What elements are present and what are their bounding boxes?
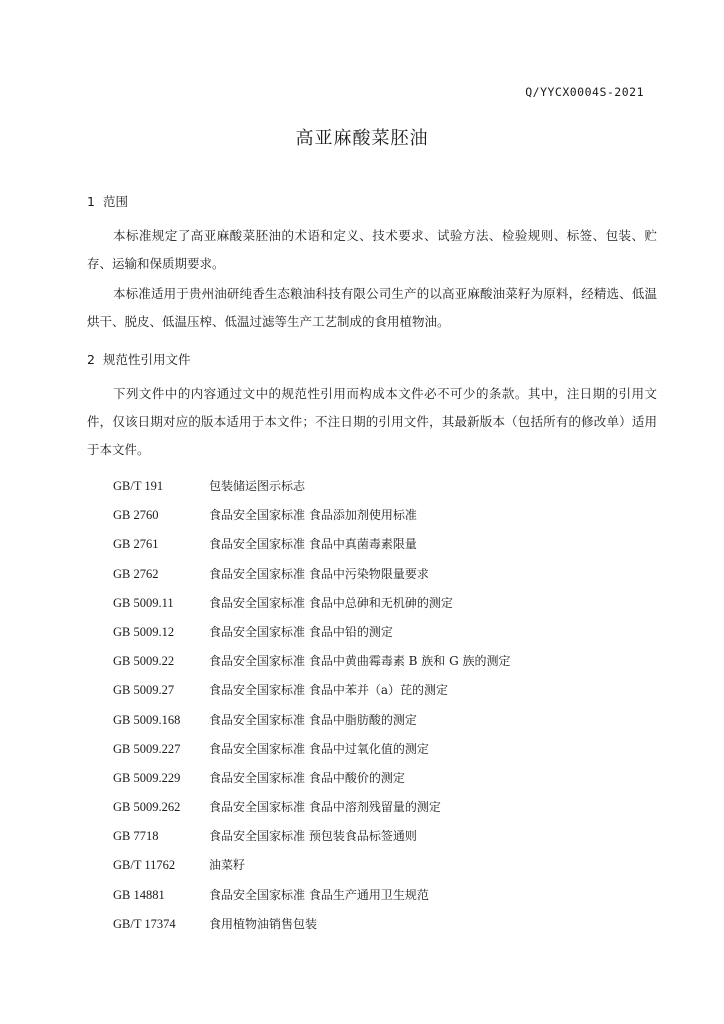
reference-code: GB 5009.11	[113, 595, 174, 610]
reference-row	[113, 530, 510, 559]
reference-code: GB 7718	[113, 829, 159, 844]
document-title: 高亚麻酸菜胚油	[295, 128, 429, 149]
reference-title: 食品安全国家标准 食品中铅的测定	[209, 624, 393, 639]
reference-row	[113, 560, 510, 589]
reference-title: 食品安全国家标准 食品生产通用卫生规范	[209, 887, 429, 902]
reference-title: 食品安全国家标准 食品中脂肪酸的测定	[209, 712, 417, 727]
reference-row	[113, 501, 510, 530]
scope-paragraph-2: 本标准适用于贵州油研纯香生态粮油科技有限公司生产的以高亚麻酸油菜籽为原料，经精选、低温烘干、脱皮、低温压榨、低温过滤等生产工艺制成的食用植物油。	[87, 286, 657, 329]
section-number: 2	[87, 352, 95, 367]
reference-code: GB 5009.22	[113, 654, 175, 669]
reference-title: 食品安全国家标准 食品中苯并（a）芘的测定	[209, 683, 448, 698]
reference-title: 食品安全国家标准 食品中溶剂残留量的测定	[209, 800, 441, 815]
section-title: 规范性引用文件	[102, 352, 191, 367]
section-title: 范围	[102, 194, 128, 209]
section-heading-normative-references	[87, 350, 190, 368]
reference-code: GB 2760	[113, 508, 159, 523]
reference-code: GB 5009.12	[113, 624, 175, 639]
reference-code: GB 5009.229	[113, 770, 181, 785]
reference-code: GB 5009.262	[113, 800, 181, 815]
reference-row	[113, 706, 510, 735]
reference-row	[113, 589, 510, 618]
reference-row	[113, 881, 510, 910]
reference-title: 食品安全国家标准 食品添加剂使用标准	[209, 508, 417, 523]
reference-row	[113, 851, 510, 880]
scope-paragraph-1: 本标准规定了高亚麻酸菜胚油的术语和定义、技术要求、试验方法、检验规则、标签、包装、贮存、运输和保质期要求。	[87, 228, 657, 271]
references-intro-paragraph: 下列文件中的内容通过文中的规范性引用而构成本文件必不可少的条款。其中，注日期的引用文件，仅该日期对应的版本适用于本文件；不注日期的引用文件，其最新版本（包括所有的修改单）适用于本文件。	[87, 386, 657, 457]
reference-row	[113, 472, 510, 501]
reference-row	[113, 735, 510, 764]
reference-title: 食品安全国家标准 食品中酸价的测定	[209, 770, 405, 785]
reference-row	[113, 793, 510, 822]
reference-row	[113, 676, 510, 705]
reference-title: 食品安全国家标准 食品中黄曲霉毒素 B 族和 G 族的测定	[209, 654, 511, 669]
reference-code: GB/T 191	[113, 479, 164, 493]
reference-code: GB 2762	[113, 566, 159, 581]
reference-code: GB/T 17374	[113, 916, 176, 931]
standard-code: Q/YYCX0004S-2021	[525, 85, 644, 99]
reference-code: GB 14881	[113, 887, 165, 902]
reference-row	[113, 618, 510, 647]
reference-title: 食品安全国家标准 食品中过氧化值的测定	[209, 741, 429, 756]
reference-code: GB 5009.227	[113, 741, 181, 756]
reference-title: 食品安全国家标准 食品中真菌毒素限量	[209, 537, 417, 552]
reference-title: 食品安全国家标准 预包装食品标签通则	[209, 829, 417, 844]
reference-row	[113, 647, 510, 676]
reference-list	[113, 472, 510, 939]
reference-code: GB/T 11762	[113, 858, 176, 873]
reference-title: 油菜籽	[209, 858, 246, 873]
section-heading-scope	[87, 192, 128, 210]
reference-title: 食品安全国家标准 食品中总砷和无机砷的测定	[209, 595, 453, 610]
reference-row	[113, 822, 510, 851]
reference-title: 包装储运图示标志	[209, 479, 306, 493]
reference-row	[113, 910, 510, 939]
reference-code: GB 2761	[113, 537, 159, 552]
reference-code: GB 5009.168	[113, 712, 181, 727]
reference-code: GB 5009.27	[113, 683, 175, 698]
reference-title: 食品安全国家标准 食品中污染物限量要求	[209, 566, 429, 581]
reference-title: 食用植物油销售包装	[209, 916, 318, 931]
section-number: 1	[87, 194, 95, 209]
reference-row	[113, 764, 510, 793]
